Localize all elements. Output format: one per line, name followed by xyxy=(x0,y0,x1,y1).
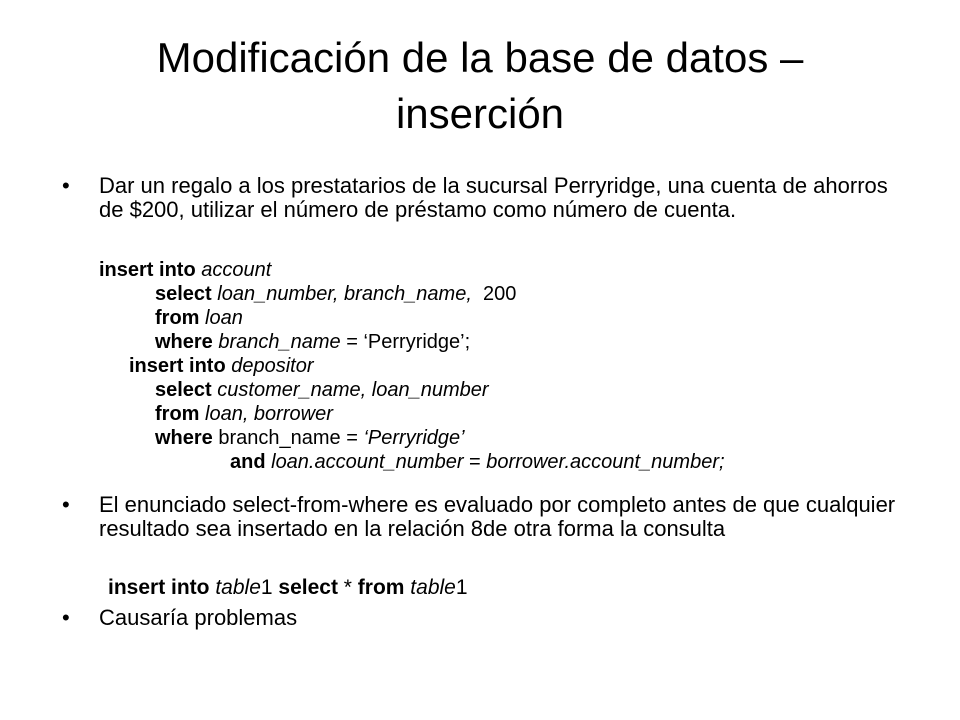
code-keyword: where xyxy=(155,427,213,449)
code-keyword: from xyxy=(357,576,405,599)
code-literal: branch_name = xyxy=(212,427,364,449)
code-keyword: from xyxy=(155,403,200,425)
code-literal: = xyxy=(463,451,487,473)
code-identifier: table xyxy=(209,576,261,599)
code-identifier: loan.account_number xyxy=(265,451,464,473)
code-line-8 xyxy=(155,426,465,450)
slide-title-line-2: inserción xyxy=(395,90,565,137)
bullet-marker: • xyxy=(62,173,70,198)
code-keyword: select xyxy=(278,576,338,599)
bullet-text-3: Causaría problemas xyxy=(99,605,298,630)
code-literal: = ‘Perryridge’; xyxy=(340,331,471,353)
code-identifier: customer_name, loan_number xyxy=(211,379,489,401)
code-literal: 200 xyxy=(471,283,517,305)
code-line-4 xyxy=(155,330,470,354)
slide-title-line-1: Modificación de la base de datos – xyxy=(156,34,804,81)
code-line-2 xyxy=(155,282,516,306)
bullet-marker: • xyxy=(62,492,70,517)
code-identifier: borrower.account_number; xyxy=(486,451,725,473)
code-line-1 xyxy=(99,258,271,282)
code-literal: 1 xyxy=(260,576,279,599)
code-keyword: from xyxy=(155,307,200,329)
code-identifier: depositor xyxy=(225,355,314,377)
bullet-marker: • xyxy=(62,605,70,630)
code-identifier: branch_name xyxy=(212,331,341,353)
code-identifier: account xyxy=(195,259,272,281)
code-keyword: select xyxy=(155,283,212,305)
code-line-9 xyxy=(230,450,725,474)
code-identifier: table xyxy=(404,576,456,599)
code-line-6 xyxy=(155,378,489,402)
code-keyword: insert into xyxy=(129,355,226,377)
code-keyword: select xyxy=(155,379,212,401)
code-line-3 xyxy=(155,306,243,330)
bullet-text-1: Dar un regalo a los prestatarios de la sucursal Perryridge, una cuenta de ahorros de $200, utilizar el número de préstamo como número de cuenta. xyxy=(99,173,888,222)
code-identifier: loan xyxy=(199,307,243,329)
code-literal: 1 xyxy=(455,576,468,599)
code-identifier: loan_number, branch_name, xyxy=(211,283,472,305)
code-line-10 xyxy=(108,576,468,600)
code-identifier: loan, borrower xyxy=(199,403,333,425)
bullet-text-2: El enunciado select-from-where es evaluado por completo antes de que cualquier resultado sea insertado en la relación 8de otra forma la consulta xyxy=(99,492,896,541)
code-keyword: and xyxy=(230,451,266,473)
code-line-5 xyxy=(129,354,314,378)
code-literal: * xyxy=(337,576,358,599)
code-keyword: insert into xyxy=(99,259,196,281)
slide-title xyxy=(40,30,920,142)
code-keyword: where xyxy=(155,331,213,353)
code-string: ‘Perryridge’ xyxy=(363,427,465,449)
code-line-7 xyxy=(155,402,333,426)
code-keyword: insert into xyxy=(108,576,210,599)
